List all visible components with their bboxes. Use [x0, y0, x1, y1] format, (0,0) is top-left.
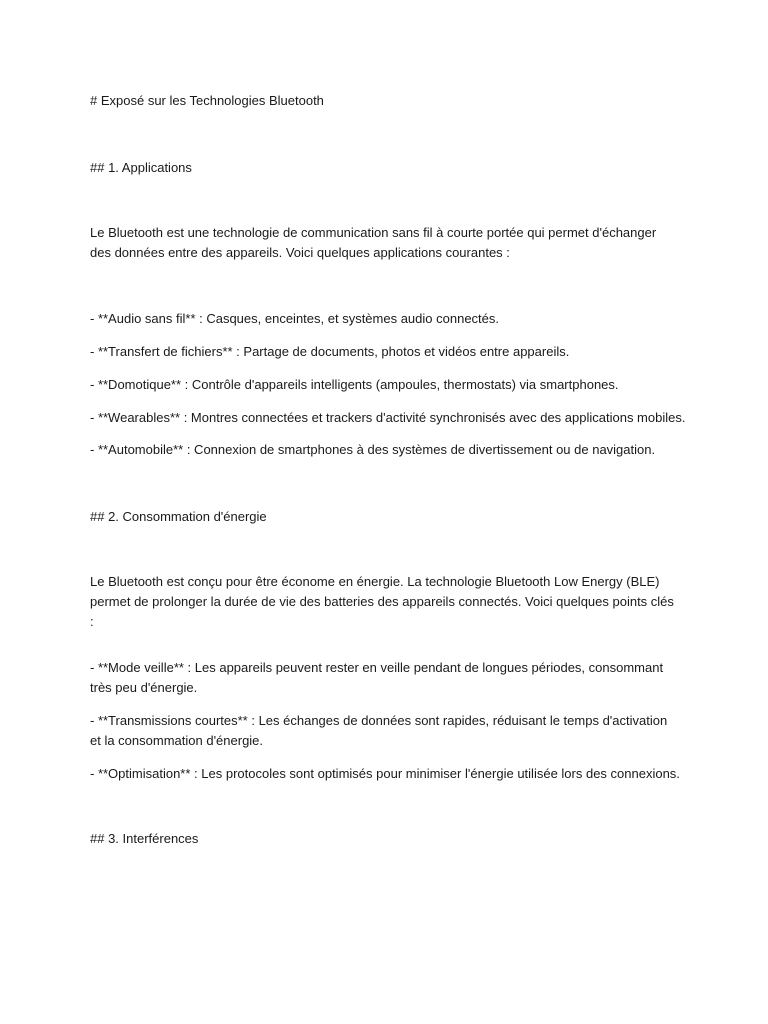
energy-intro-paragraph: Le Bluetooth est conçu pour être économe en énergie. La technologie Bluetooth Low Energy (BLE) permet de prolonger la durée de vie des batteries des appareils connectés. Voici quelques points clés :: [90, 574, 674, 629]
section-heading-interferences: ## 3. Interférences: [90, 831, 199, 846]
list-item: - **Transmissions courtes** : Les échanges de données sont rapides, réduisant le temps d'activation et la consommation d'énergie.: [90, 713, 668, 748]
list-item: - **Transfert de fichiers** : Partage de documents, photos et vidéos entre appareils.: [90, 344, 570, 359]
list-item: - **Mode veille** : Les appareils peuvent rester en veille pendant de longues périodes, consommant très peu d'énergie.: [90, 660, 664, 695]
list-item: - **Audio sans fil** : Casques, enceintes, et systèmes audio connectés.: [90, 311, 499, 326]
section-heading-energy: ## 2. Consommation d'énergie: [90, 509, 267, 524]
list-item: - **Automobile** : Connexion de smartphones à des systèmes de divertissement ou de navigation.: [90, 442, 656, 457]
document-title: # Exposé sur les Technologies Bluetooth: [90, 93, 324, 108]
list-item: - **Domotique** : Contrôle d'appareils intelligents (ampoules, thermostats) via smartphones.: [90, 377, 619, 392]
applications-intro-paragraph: Le Bluetooth est une technologie de communication sans fil à courte portée qui permet d'échanger des données entre des appareils. Voici quelques applications courantes :: [90, 225, 657, 260]
list-item: - **Optimisation** : Les protocoles sont optimisés pour minimiser l'énergie utilisée lors des connexions.: [90, 766, 680, 781]
section-heading-applications: ## 1. Applications: [90, 160, 192, 175]
list-item: - **Wearables** : Montres connectées et trackers d'activité synchronisés avec des applications mobiles.: [90, 410, 686, 425]
